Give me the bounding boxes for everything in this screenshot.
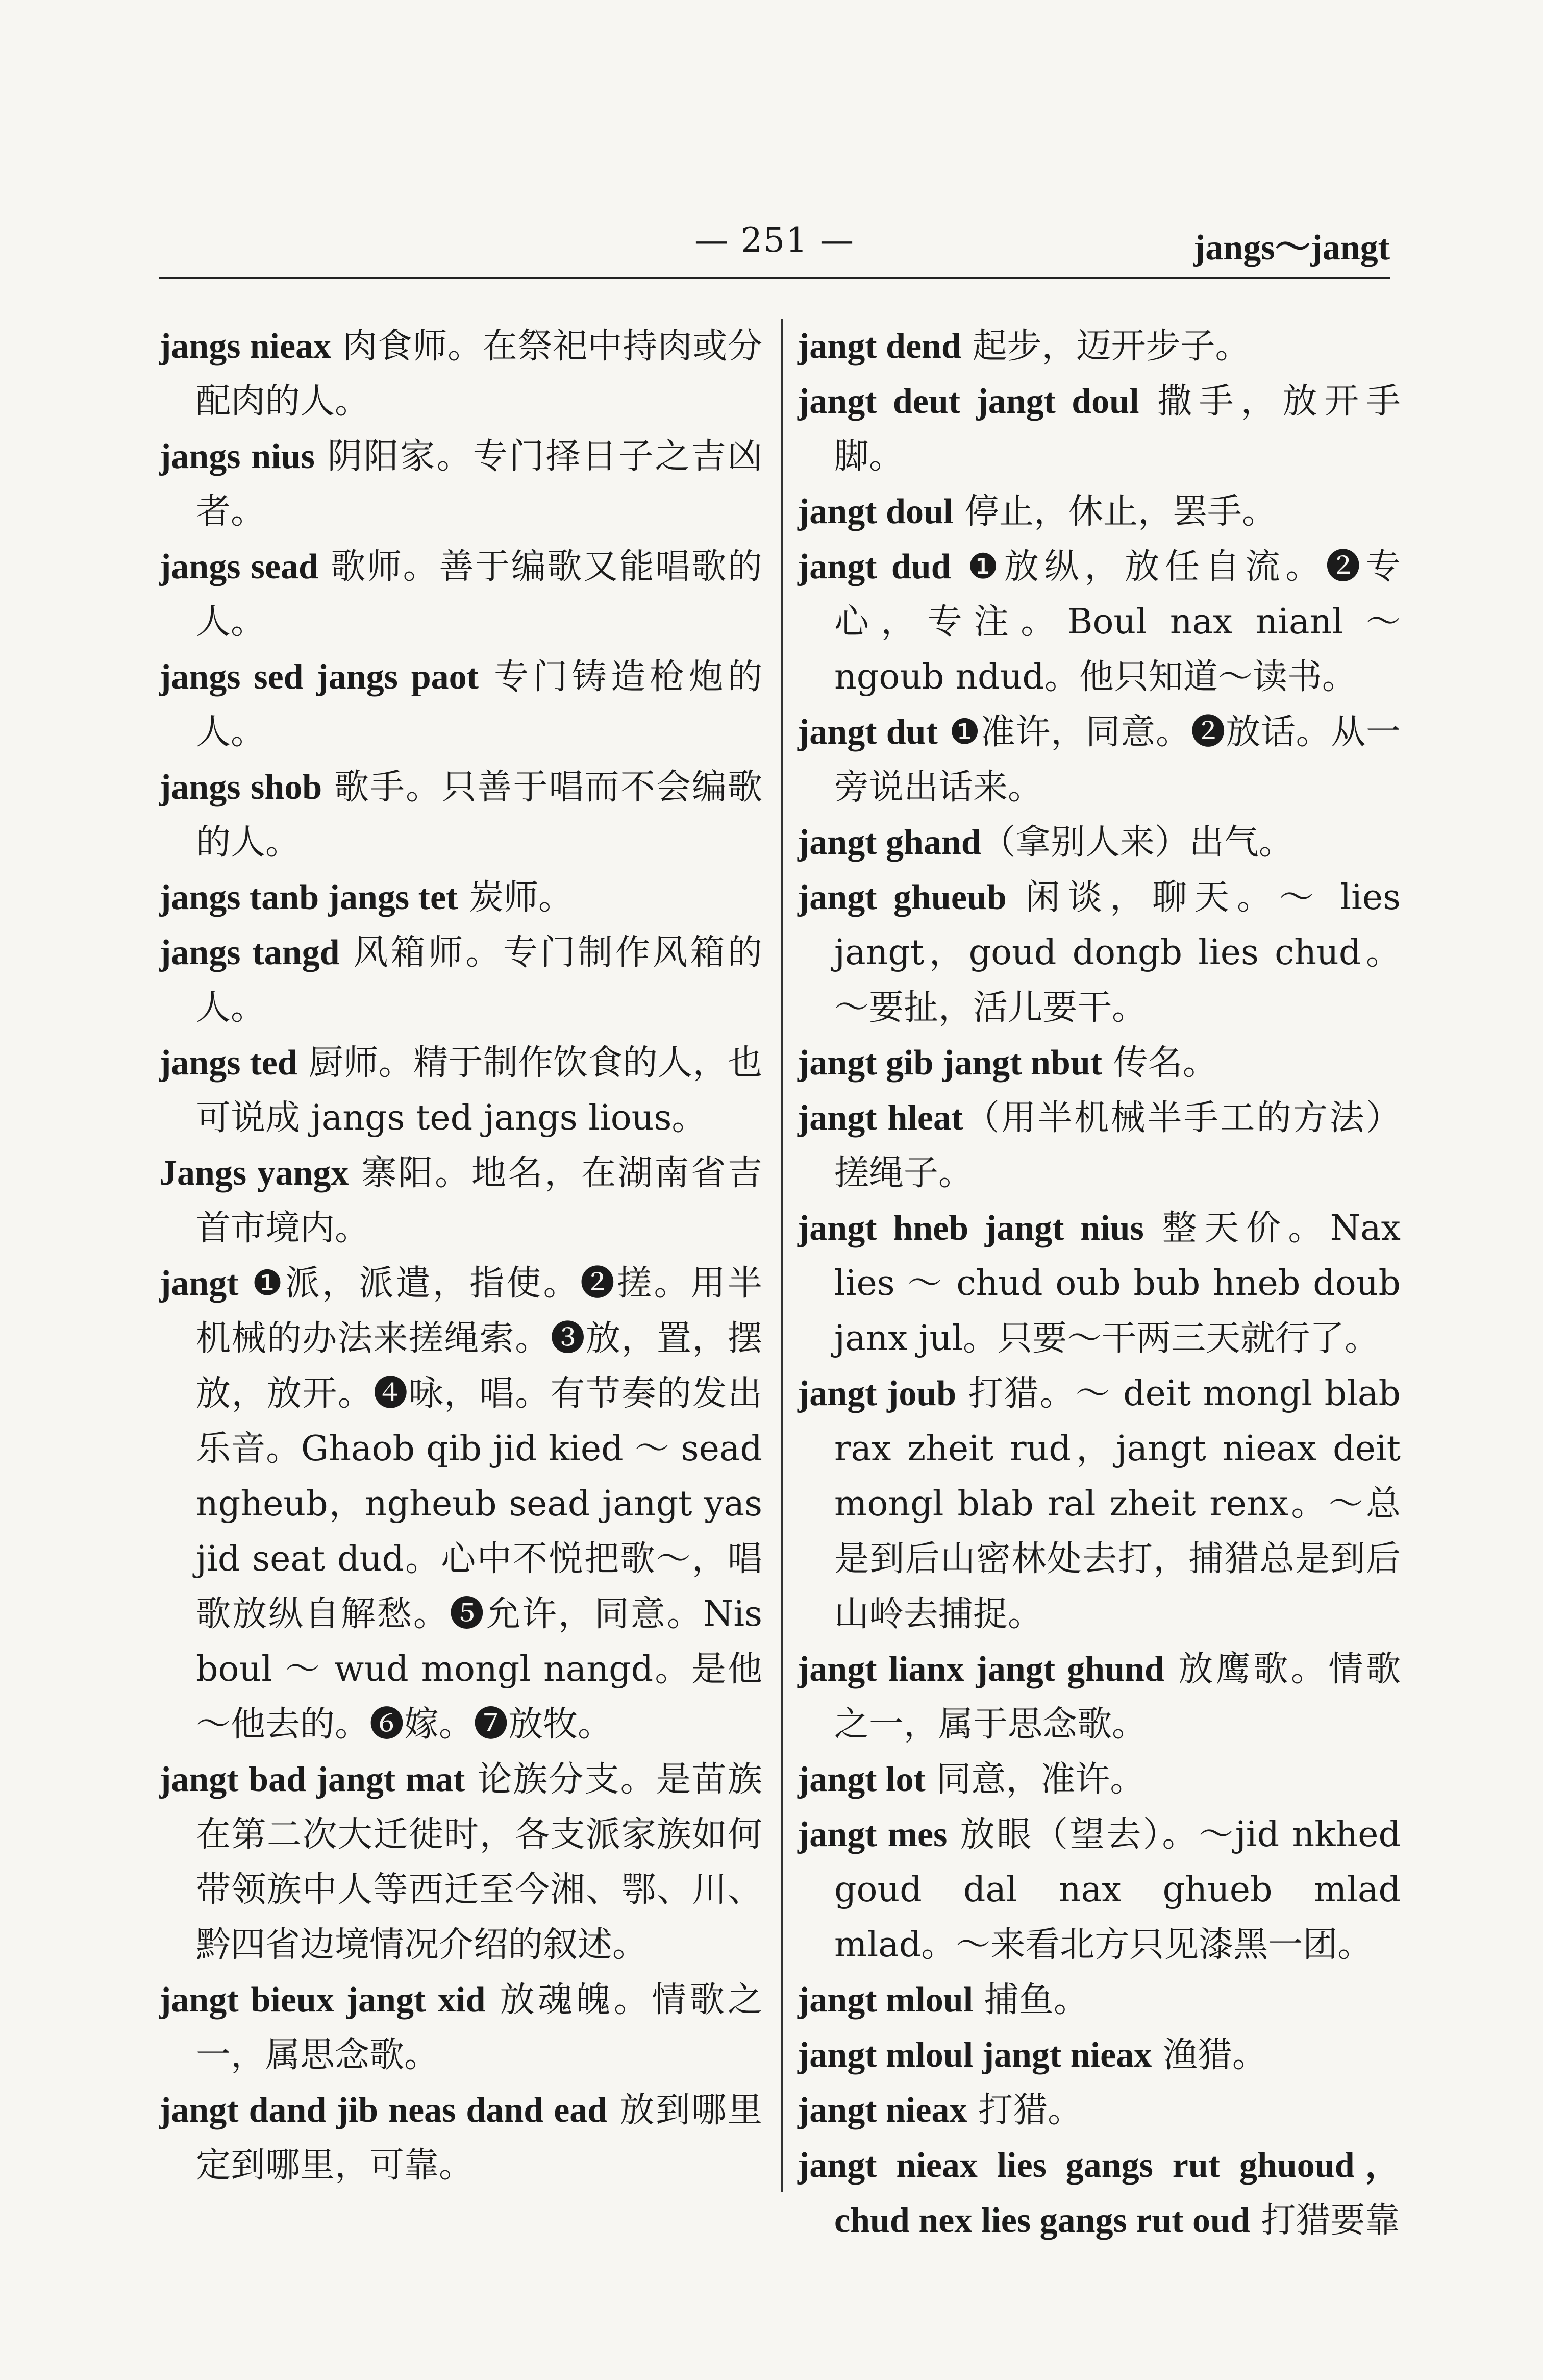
entry-definition: 炭师。	[458, 877, 573, 918]
dictionary-entry	[159, 319, 762, 429]
entry-headword: jangs sed jangs paot	[159, 657, 479, 697]
entry-definition: ❶准许，同意。❷放话。从一旁说出话来。	[834, 712, 1401, 807]
dictionary-entry	[798, 2138, 1401, 2248]
right-column	[798, 319, 1401, 2248]
entry-definition: 闲谈，聊天。～ lies jangt，goud dongb lies chud。～要扯，活儿要干。	[834, 877, 1401, 1028]
entry-definition: 停止，休止，罢手。	[953, 492, 1277, 532]
running-head: jangs～jangt	[1193, 228, 1390, 267]
dictionary-entry	[159, 650, 762, 760]
dictionary-entry	[159, 760, 762, 870]
entry-definition: 打猎。	[967, 2090, 1083, 2130]
entry-headword: jangt dand jib neas dand ead	[159, 2091, 608, 2130]
dictionary-entry	[798, 1201, 1401, 1366]
entry-headword: jangs nius	[159, 437, 315, 476]
dictionary-entry	[798, 1642, 1401, 1752]
dictionary-entry	[798, 705, 1401, 815]
entry-definition: 打猎。～ deit mongl blab rax zheit rud，jangt nieax deit mongl blab ral zheit renx。～总是到后山密林处去打，捕猎总是到后山岭去捕捉。	[834, 1373, 1401, 1634]
entry-definition: 同意，准许。	[925, 1759, 1145, 1800]
entry-definition: ❶派，派遣，指使。❷搓。用半机械的办法来搓绳索。❸放，置，摆放，放开。❹咏，唱。有节奏的发出乐音。Ghaob qib jid kied ～ sead ngheub，ngheub sead jangt yas jid seat dud。心中不悦把歌～，唱歌放纵自解愁。❺允许，同意。Nis boul ～ wud mongl nangd。是他～他去的。❻嫁。❼放牧。	[196, 1263, 762, 1745]
entry-headword: jangs tanb jangs tet	[159, 878, 458, 917]
entry-definition: 肉食师。在祭祀中持肉或分配肉的人。	[196, 326, 762, 422]
entry-definition: ❶放纵，放任自流。❷专心，专注。Boul nax nianl ～ ngoub ndud。他只知道～读书。	[834, 547, 1401, 697]
entry-headword: jangt hleat	[798, 1098, 963, 1138]
entry-headword: jangt joub	[798, 1374, 957, 1413]
entry-definition: 风箱师。专门制作风箱的人。	[196, 933, 762, 1028]
entry-definition: 放鹰歌。情歌之一，属于思念歌。	[834, 1649, 1401, 1745]
entry-headword: jangs ted	[159, 1043, 297, 1083]
dictionary-entry	[798, 1366, 1401, 1642]
dictionary-entry	[159, 1036, 762, 1146]
dictionary-entry	[798, 1807, 1401, 1973]
entry-definition: 捕鱼。	[973, 1980, 1088, 2020]
column-divider	[781, 319, 783, 2192]
entry-headword: jangt deut jangt doul	[798, 382, 1139, 421]
dictionary-entry	[159, 2083, 762, 2193]
entry-definition: 厨师。精于制作饮食的人，也可说成 jangs ted jangs lious。	[196, 1043, 762, 1138]
entry-definition: 放到哪里定到哪里，可靠。	[196, 2090, 762, 2186]
entry-definition: 专门铸造枪炮的人。	[196, 657, 762, 752]
dictionary-entry	[159, 870, 762, 925]
dictionary-entry	[798, 1036, 1401, 1091]
dictionary-entry	[798, 539, 1401, 705]
dictionary-entry	[159, 925, 762, 1036]
entry-headword: jangt bieux jangt xid	[159, 1980, 486, 2020]
entry-definition: 阴阳家。专门择日子之吉凶者。	[196, 436, 762, 532]
entry-headword: jangt lot	[798, 1760, 926, 1799]
entry-definition: 打猎要靠	[1250, 2200, 1400, 2241]
dictionary-entry	[798, 374, 1401, 484]
dictionary-entry	[159, 429, 762, 539]
entry-headword: jangs nieax	[159, 327, 332, 366]
header-rule	[159, 277, 1390, 279]
left-column	[159, 319, 762, 2193]
entry-definition: 放魂魄。情歌之一，属思念歌。	[196, 1980, 762, 2075]
entry-definition: 歌手。只善于唱而不会编歌的人。	[196, 767, 762, 863]
entry-headword: jangt dut	[798, 713, 938, 752]
dictionary-entry	[159, 1256, 762, 1752]
entry-headword: jangt lianx jangt ghund	[798, 1650, 1164, 1689]
dictionary-entry	[798, 484, 1401, 539]
page-number: — 251 —	[694, 220, 855, 260]
dictionary-entry	[798, 870, 1401, 1036]
dictionary-entry	[159, 539, 762, 650]
dictionary-entry	[798, 1973, 1401, 2028]
page-header	[159, 210, 1390, 272]
entry-headword: jangt bad jangt mat	[159, 1760, 465, 1799]
entry-headword: jangt nieax	[798, 2091, 967, 2130]
entry-headword: Jangs yangx	[159, 1154, 349, 1193]
entry-definition: 撒手，放开手脚。	[834, 381, 1401, 477]
entry-headword: jangt doul	[798, 492, 954, 531]
entry-definition: 整天价。Nax lies ～ chud oub bub hneb doub janx jul。只要～干两三天就行了。	[834, 1208, 1401, 1359]
entry-definition: 渔猎。	[1152, 2035, 1267, 2075]
entry-headword: jangt hneb jangt nius	[798, 1209, 1144, 1248]
dictionary-entry	[159, 1973, 762, 2083]
dictionary-entry	[798, 2028, 1401, 2083]
entry-definition: 传名。	[1102, 1043, 1217, 1083]
entry-headword: jangs sead	[159, 547, 318, 586]
entry-definition: 寨阳。地名，在湖南省吉首市境内。	[196, 1153, 762, 1248]
entry-headword: jangt nieax lies gangs rut ghuoud，chud nex lies gangs rut oud	[798, 2146, 1401, 2240]
dictionary-entry	[798, 319, 1401, 374]
entry-headword: jangt	[159, 1264, 239, 1303]
entry-definition: 放眼（望去）。～jid nkhed goud dal nax ghueb mlad mlad。～来看北方只见漆黑一团。	[834, 1814, 1401, 1965]
entry-headword: jangs shob	[159, 768, 322, 807]
entry-headword: jangt mloul jangt nieax	[798, 2035, 1152, 2075]
entry-headword: jangt ghueub	[798, 878, 1007, 917]
dictionary-entry	[798, 1091, 1401, 1201]
entry-headword: jangt mloul	[798, 1980, 974, 2020]
entry-headword: jangt mes	[798, 1815, 948, 1854]
dictionary-entry	[159, 1752, 762, 1973]
entry-headword: jangt dend	[798, 327, 961, 366]
dictionary-entry	[159, 1146, 762, 1256]
entry-definition: （用半机械半手工的方法）搓绳子。	[834, 1098, 1401, 1193]
dictionary-entry	[798, 1752, 1401, 1807]
entry-definition: 歌师。善于编歌又能唱歌的人。	[196, 547, 762, 642]
entry-definition: （拿别人来）出气。	[981, 822, 1293, 863]
dictionary-entry	[798, 2083, 1401, 2138]
entry-headword: jangs tangd	[159, 933, 340, 972]
entry-headword: jangt gib jangt nbut	[798, 1043, 1103, 1083]
entry-headword: jangt dud	[798, 547, 951, 586]
entry-headword: jangt ghand	[798, 823, 981, 862]
dictionary-entry	[798, 815, 1401, 870]
entry-definition: 起步，迈开步子。	[961, 326, 1250, 366]
entry-definition: 论族分支。是苗族在第二次大迁徙时，各支派家族如何带领族中人等西迁至今湘、鄂、川、黔四省边境情况介绍的叙述。	[196, 1759, 762, 1965]
